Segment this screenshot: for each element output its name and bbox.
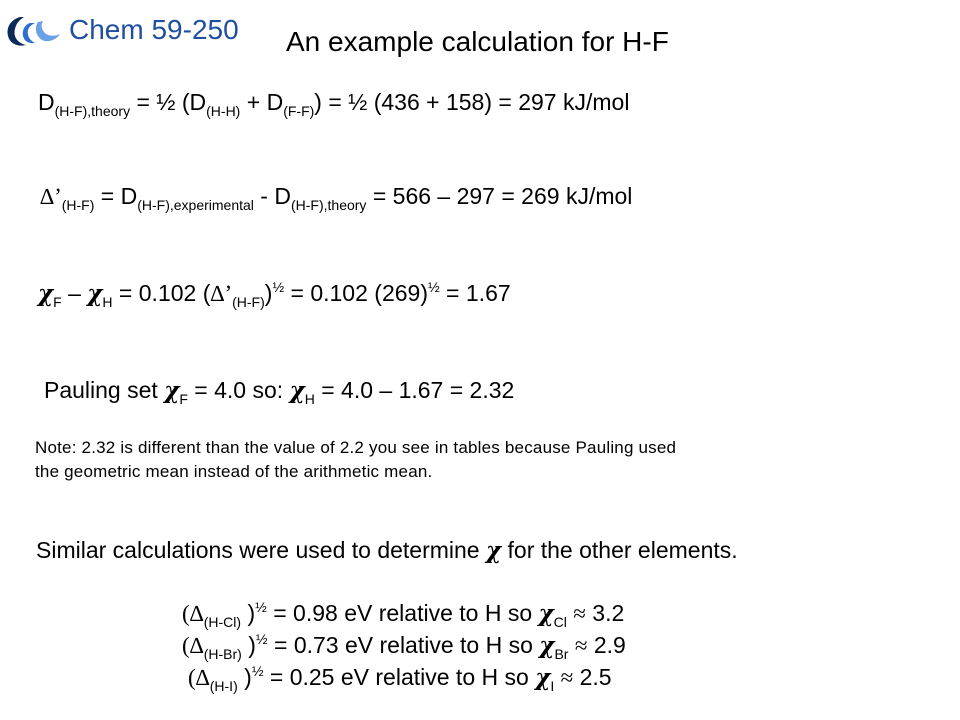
chi-symbol: χ (539, 632, 555, 659)
result-sup: ½ (251, 663, 264, 679)
chi-symbol: χ (164, 377, 180, 404)
chi-symbol: χ (38, 280, 54, 307)
result-value: 2.5 (573, 664, 612, 690)
result-line-cl (182, 599, 625, 630)
equation-delta-prime (40, 183, 633, 213)
result-value: 3.2 (585, 600, 625, 626)
eq1-sub3: (F-F) (283, 103, 315, 119)
note-line-2: the geometric mean instead of the arithmetic mean. (35, 462, 433, 481)
similar-calculations-text (36, 537, 738, 564)
eq3-sub-f: F (53, 294, 62, 310)
eq4-sub-f: F (179, 391, 188, 407)
similar-a: Similar calculations were used to determine (36, 537, 486, 563)
result-sup: ½ (255, 599, 267, 615)
eq3-sup2: ½ (427, 279, 440, 295)
eq2-c: = 566 – 297 = 269 kJ/mol (366, 183, 633, 209)
result-value: 2.9 (587, 632, 626, 658)
eq2-sub3: (H-F),theory (290, 197, 367, 213)
eq2-sub1: (H-F) (61, 197, 95, 213)
eq3-sub-hf: (H-F) (232, 294, 265, 310)
slide-title: An example calculation for H-F (286, 26, 669, 57)
delta-prime-symbol: ∆’ (40, 184, 62, 209)
result-line-br (182, 631, 626, 662)
chi-symbol: χ (485, 537, 502, 564)
eq3-sub-h: H (102, 294, 113, 310)
eq1-sub1: (H-F),theory (54, 103, 131, 119)
eq3-b: ) (264, 280, 273, 306)
eq2-sub2: (H-F),experimental (137, 197, 254, 213)
eq3-d: = 1.67 (439, 280, 511, 306)
open-paren: ( (182, 601, 190, 626)
approx-symbol: ≈ (573, 601, 586, 626)
eq4-b: = 4.0 so: (187, 377, 290, 403)
eq3-c: = 0.102 (269) (284, 280, 428, 306)
eq2-b: - D (253, 183, 291, 209)
chi-symbol: χ (289, 377, 305, 404)
chi-symbol: χ (535, 664, 551, 691)
result-text: = 0.25 eV relative to H so (263, 664, 536, 690)
delta-symbol: ∆ (195, 665, 210, 690)
chi-symbol: χ (538, 600, 554, 627)
chi-symbol: χ (87, 280, 103, 307)
eq1-c: ) = ½ (436 + 158) = 297 kJ/mol (314, 89, 630, 115)
eq3-minus: – (61, 280, 88, 306)
result-text: = 0.98 eV relative to H so (266, 600, 539, 626)
eq1-a: = ½ (D (130, 89, 207, 115)
result-element: Br (554, 646, 569, 662)
equation-theory (38, 89, 630, 119)
equation-pauling-set (44, 377, 515, 407)
eq4-sub-h: H (304, 391, 315, 407)
note-paragraph (35, 436, 945, 484)
result-text: = 0.73 eV relative to H so (267, 632, 540, 658)
result-element: I (550, 678, 555, 694)
note-line-1: Note: 2.32 is different than the value of 2.2 you see in tables because Pauling used (35, 438, 677, 457)
equation-electronegativity-difference (38, 279, 511, 310)
result-element: Cl (553, 614, 567, 630)
result-sub: (H-I) (209, 678, 238, 694)
result-sub: (H-Br) (203, 646, 242, 662)
university-logo (4, 14, 62, 48)
delta-prime-symbol: ∆’ (210, 281, 233, 306)
close-paren: ) (241, 600, 256, 626)
delta-symbol: ∆ (189, 601, 204, 626)
course-label: Chem 59-250 (69, 14, 239, 45)
close-paren: ) (237, 664, 252, 690)
eq4-c: = 4.0 – 1.67 = 2.32 (314, 377, 515, 403)
result-line-i (188, 663, 612, 694)
result-sup: ½ (255, 631, 268, 647)
eq3-a: = 0.102 ( (112, 280, 211, 306)
eq1-b: + D (240, 89, 284, 115)
eq3-sup: ½ (272, 279, 285, 295)
approx-symbol: ≈ (574, 633, 588, 658)
result-sub: (H-Cl) (203, 614, 242, 630)
eq1-sub2: (H-H) (206, 103, 241, 119)
eq1-d: D (38, 89, 55, 115)
eq4-a: Pauling set (44, 377, 165, 403)
close-paren: ) (241, 632, 256, 658)
eq2-a: = D (94, 183, 138, 209)
delta-symbol: ∆ (189, 633, 204, 658)
open-paren: ( (182, 633, 190, 658)
similar-b: for the other elements. (501, 537, 738, 563)
open-paren: ( (188, 665, 196, 690)
approx-symbol: ≈ (560, 665, 574, 690)
